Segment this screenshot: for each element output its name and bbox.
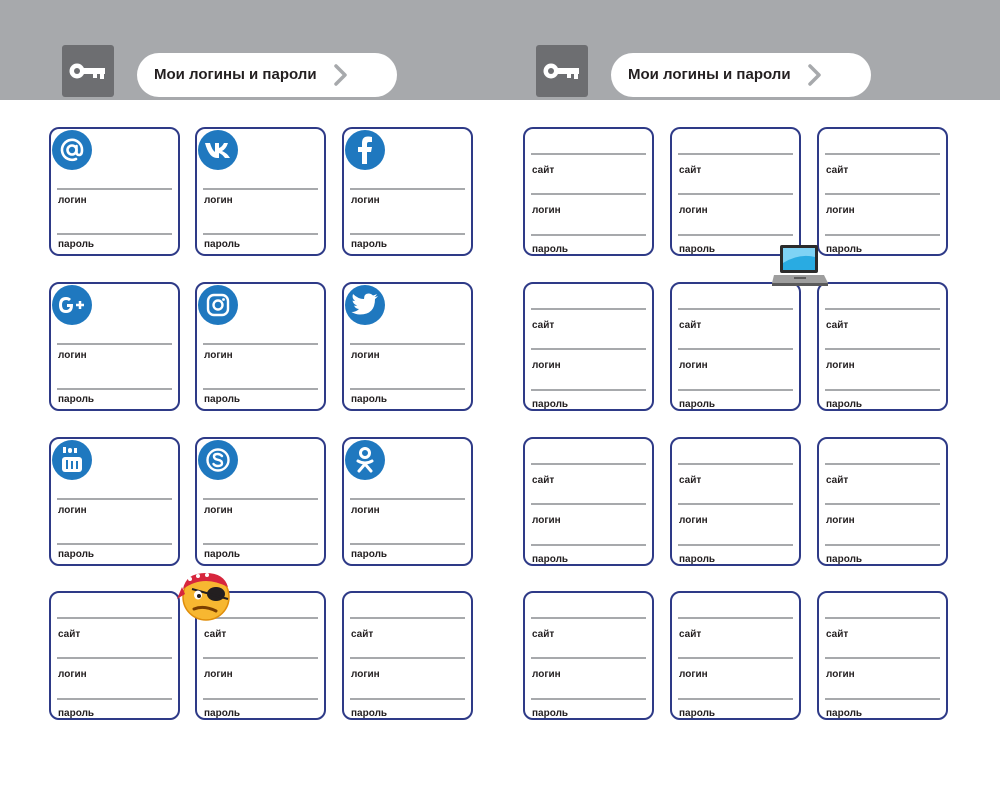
password-label: пароль xyxy=(679,708,716,719)
laptop-icon xyxy=(772,243,828,291)
login-label: логин xyxy=(58,195,87,206)
page-title: Мои логины и пароли xyxy=(628,66,791,83)
password-label: пароль xyxy=(351,549,388,560)
login-label: логин xyxy=(532,515,561,526)
login-label: логин xyxy=(826,205,855,216)
password-label: пароль xyxy=(679,399,716,410)
password-label: пароль xyxy=(204,239,241,250)
site-label: сайт xyxy=(679,165,702,176)
site-card xyxy=(670,591,801,720)
login-label: логин xyxy=(58,350,87,361)
login-label: логин xyxy=(679,205,708,216)
login-label: логин xyxy=(351,505,380,516)
site-label: сайт xyxy=(532,629,555,640)
password-label: пароль xyxy=(826,399,863,410)
key-icon-box xyxy=(536,45,588,97)
facebook-icon xyxy=(345,130,385,170)
login-label: логин xyxy=(679,515,708,526)
key-icon xyxy=(68,61,108,81)
password-label: пароль xyxy=(58,708,95,719)
password-label: пароль xyxy=(58,239,95,250)
login-label: логин xyxy=(351,195,380,206)
pirate-emoji-icon xyxy=(176,567,234,623)
left-page-header xyxy=(62,45,402,97)
site-label: сайт xyxy=(532,165,555,176)
site-card xyxy=(670,127,801,256)
login-label: логин xyxy=(679,669,708,680)
login-label: логин xyxy=(58,669,87,680)
password-label: пароль xyxy=(532,399,569,410)
email-at-icon xyxy=(52,130,92,170)
site-label: сайт xyxy=(679,629,702,640)
twitter-icon xyxy=(345,285,385,325)
chevron-right-icon xyxy=(807,64,823,86)
title-pill xyxy=(611,53,871,97)
site-card xyxy=(523,437,654,566)
social-card-odnoklassniki xyxy=(342,437,473,566)
password-label: пароль xyxy=(532,708,569,719)
chevron-right-icon xyxy=(333,64,349,86)
site-label: сайт xyxy=(532,475,555,486)
login-label: логин xyxy=(826,515,855,526)
site-card xyxy=(817,437,948,566)
login-label: логин xyxy=(204,350,233,361)
site-label: сайт xyxy=(58,629,81,640)
password-label: пароль xyxy=(679,244,716,255)
social-card-email xyxy=(49,127,180,256)
password-label: пароль xyxy=(826,708,863,719)
password-label: пароль xyxy=(58,394,95,405)
login-label: логин xyxy=(532,205,561,216)
password-label: пароль xyxy=(532,244,569,255)
social-card-youtube xyxy=(49,437,180,566)
password-label: пароль xyxy=(532,554,569,565)
password-label: пароль xyxy=(826,244,863,255)
site-card xyxy=(670,282,801,411)
login-label: логин xyxy=(58,505,87,516)
title-pill xyxy=(137,53,397,97)
youtube-icon xyxy=(52,440,92,480)
social-card-skype xyxy=(195,437,326,566)
site-label: сайт xyxy=(532,320,555,331)
social-card-vk xyxy=(195,127,326,256)
login-label: логин xyxy=(826,669,855,680)
site-label: сайт xyxy=(679,320,702,331)
password-label: пароль xyxy=(351,394,388,405)
password-label: пароль xyxy=(204,549,241,560)
login-label: логин xyxy=(532,360,561,371)
site-card xyxy=(670,437,801,566)
site-label: сайт xyxy=(826,320,849,331)
site-card xyxy=(523,591,654,720)
site-card xyxy=(49,591,180,720)
key-icon xyxy=(542,61,582,81)
odnoklassniki-icon xyxy=(345,440,385,480)
login-label: логин xyxy=(204,505,233,516)
password-label: пароль xyxy=(679,554,716,565)
site-card xyxy=(817,282,948,411)
site-card xyxy=(817,127,948,256)
login-line xyxy=(57,233,172,235)
site-label: сайт xyxy=(679,475,702,486)
page-title: Мои логины и пароли xyxy=(154,66,317,83)
social-card-facebook xyxy=(342,127,473,256)
password-label: пароль xyxy=(351,239,388,250)
skype-icon xyxy=(198,440,238,480)
site-label: сайт xyxy=(826,165,849,176)
password-label: пароль xyxy=(58,549,95,560)
google-plus-icon xyxy=(52,285,92,325)
site-label: сайт xyxy=(204,629,227,640)
site-label: сайт xyxy=(351,629,374,640)
key-icon-box xyxy=(62,45,114,97)
login-label: логин xyxy=(204,195,233,206)
login-label: логин xyxy=(204,669,233,680)
login-label: логин xyxy=(532,669,561,680)
login-label: логин xyxy=(826,360,855,371)
instagram-icon xyxy=(198,285,238,325)
social-card-instagram xyxy=(195,282,326,411)
right-page-header xyxy=(536,45,876,97)
site-card xyxy=(817,591,948,720)
login-label: логин xyxy=(351,669,380,680)
password-label: пароль xyxy=(351,708,388,719)
login-label: логин xyxy=(351,350,380,361)
site-label: сайт xyxy=(826,629,849,640)
site-card xyxy=(523,127,654,256)
site-card xyxy=(523,282,654,411)
social-card-twitter xyxy=(342,282,473,411)
site-label: сайт xyxy=(826,475,849,486)
password-label: пароль xyxy=(204,708,241,719)
social-card-google-plus xyxy=(49,282,180,411)
vk-icon xyxy=(198,130,238,170)
login-label: логин xyxy=(679,360,708,371)
site-card xyxy=(342,591,473,720)
password-label: пароль xyxy=(826,554,863,565)
password-label: пароль xyxy=(204,394,241,405)
